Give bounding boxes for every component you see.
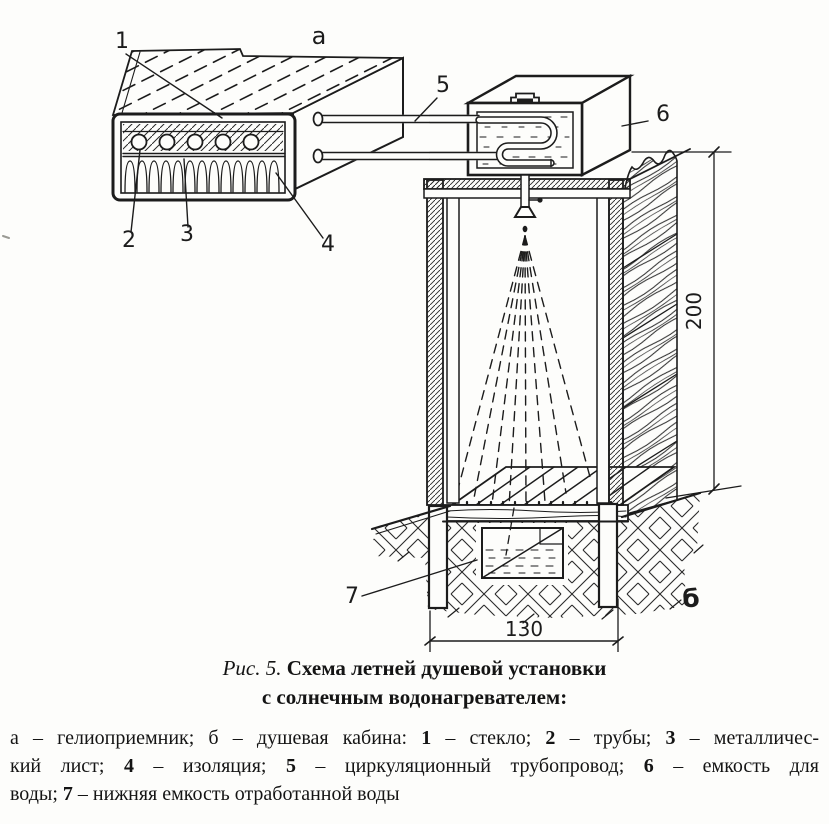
callout-7-label: 7: [345, 584, 359, 609]
right-leg: [599, 504, 617, 607]
callout-1-label: 1: [115, 29, 129, 54]
valve-knob: [537, 197, 542, 202]
callout-2-label: 2: [122, 228, 136, 253]
dim-width-label: 130: [504, 617, 544, 641]
left-outer-post: [427, 180, 443, 505]
figure-caption: [0, 654, 829, 712]
right-inner-post: [597, 197, 609, 503]
left-inner-post: [447, 197, 459, 503]
callout-6-label: 6: [656, 102, 670, 127]
part-b-label: б: [682, 584, 700, 613]
legend-line-2: кий лист; 4 – изоляция; 5 – циркуляционный трубопровод; 6 – емкость для: [10, 755, 819, 777]
pipe-flange-lower: [314, 150, 323, 163]
shower-cabin-frame: [424, 175, 630, 505]
figure-legend: [0, 724, 829, 808]
caption-line-1: [0, 654, 829, 683]
shower-head: [515, 207, 535, 217]
figure-number: Рис. 5.: [222, 656, 282, 680]
shower-pipe: [521, 175, 529, 207]
callout-4-label: 4: [321, 232, 335, 257]
legend-line-3: воды; 7 – нижняя емкость отработанной воды: [10, 783, 400, 805]
legend-line-1: а – гелиоприемник; б – душевая кабина: 1 – стекло; 2 – трубы; 3 – металличес-: [10, 727, 819, 749]
part-a-label: а: [311, 22, 327, 50]
wood-side-wall: [623, 149, 690, 515]
callout-3-label: 3: [180, 222, 194, 247]
right-outer-post: [609, 180, 623, 505]
dim-height-label: 200: [682, 291, 706, 331]
callout-5-label: 5: [436, 73, 450, 98]
caption-line-2: с солнечным водонагревателем:: [261, 685, 568, 709]
water-tank: [430, 76, 630, 175]
caption-title: Схема летней душевой установки: [286, 656, 607, 680]
scan-artifact: [3, 236, 9, 238]
pipe-flange-upper: [314, 113, 323, 126]
glass-layer: [123, 124, 283, 151]
